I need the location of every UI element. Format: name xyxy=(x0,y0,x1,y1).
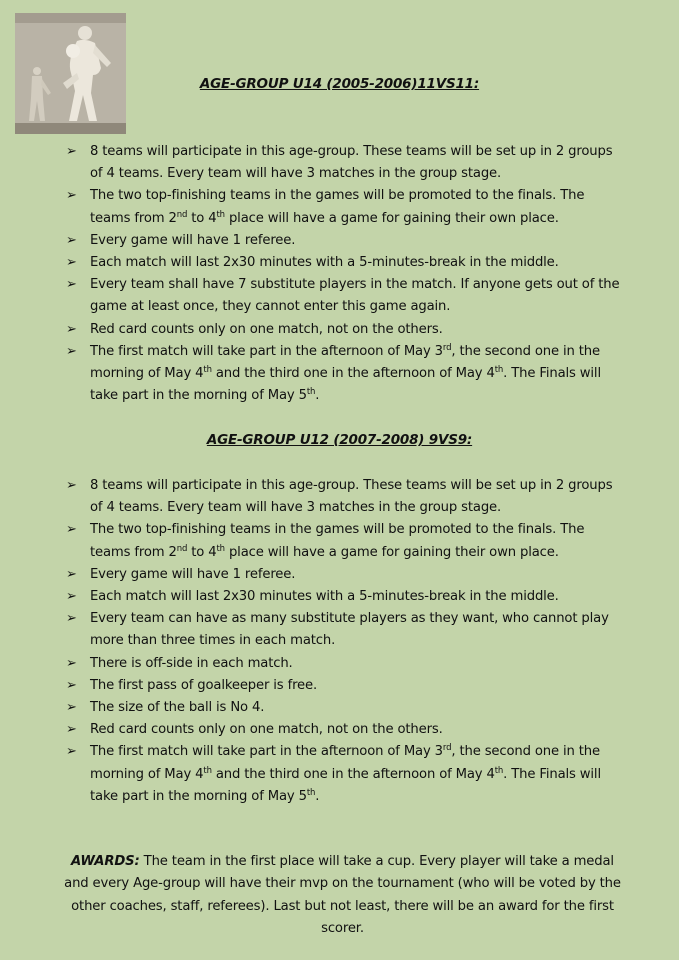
rule-text: The two top-finishing teams in the games will be promoted to the finals. The teams from 2 xyxy=(90,188,585,226)
rule-text: place will have a game for gaining their own place. xyxy=(224,544,559,560)
rule-item xyxy=(66,475,626,519)
rule-item xyxy=(66,564,626,586)
awards-label: AWARDS: xyxy=(71,854,140,869)
section-u12-rules-list xyxy=(66,475,626,808)
rule-text: Every team can have as many substitute players as they want, who cannot play more than three times in each match. xyxy=(90,611,609,649)
rule-text: Red card counts only on one match, not on the others. xyxy=(90,321,443,337)
ordinal-suffix: th xyxy=(203,765,212,776)
rule-item xyxy=(66,586,626,608)
awards-text: The team in the first place will take a cup. Every player will take a medal and every Age-group will have their mvp on the tournament (who will be voted by the other coaches, staff, referees). Last but not least, there will be an award for the first scorer. xyxy=(64,854,621,936)
arrow-bullet-icon: ➢ xyxy=(66,478,77,493)
rule-item xyxy=(66,319,626,341)
arrow-bullet-icon: ➢ xyxy=(66,655,77,671)
ordinal-suffix: th xyxy=(216,543,225,554)
rule-text: . The Finals will take part in the morning of May 5 xyxy=(90,366,601,404)
rule-text: . The Finals will take part in the morning of May 5 xyxy=(90,766,601,804)
arrow-bullet-icon: ➢ xyxy=(66,255,77,271)
rule-text: , the second one in the morning of May 4 xyxy=(90,744,600,782)
ordinal-suffix: th xyxy=(494,765,504,776)
rule-item xyxy=(66,341,626,408)
rule-text: , the second one in the morning of May 4 xyxy=(90,343,600,382)
arrow-bullet-icon: ➢ xyxy=(66,277,77,293)
rule-text: . xyxy=(315,788,320,804)
ordinal-suffix: nd xyxy=(176,543,188,554)
rule-text: The size of the ball is No 4. xyxy=(90,700,265,716)
rule-text: and the third one in the afternoon of May 4 xyxy=(211,366,495,382)
rule-text: to 4 xyxy=(187,544,217,560)
rule-text: Every game will have 1 referee. xyxy=(90,232,296,248)
ordinal-suffix: th xyxy=(203,365,212,376)
rule-text: The first match will take part in the afternoon of May 3 xyxy=(90,343,443,359)
rule-item xyxy=(66,274,626,318)
section-u12-title: AGE-GROUP U12 (2007-2008) 9VS9: xyxy=(206,432,473,448)
rule-item xyxy=(66,719,626,741)
rule-item xyxy=(66,252,626,274)
arrow-bullet-icon: ➢ xyxy=(66,188,77,204)
arrow-bullet-icon: ➢ xyxy=(66,144,77,159)
arrow-bullet-icon: ➢ xyxy=(66,343,77,359)
section-u14-rules-list xyxy=(66,141,626,407)
arrow-bullet-icon: ➢ xyxy=(66,744,77,760)
ordinal-suffix: nd xyxy=(176,209,188,220)
rule-text: Red card counts only on one match, not on the others. xyxy=(90,722,443,738)
ordinal-suffix: th xyxy=(306,787,316,798)
rule-text: There is off-side in each match. xyxy=(90,655,293,671)
arrow-bullet-icon: ➢ xyxy=(66,700,77,716)
rule-text: place will have a game for gaining their own place. xyxy=(224,210,559,226)
arrow-bullet-icon: ➢ xyxy=(66,232,77,248)
rule-text: to 4 xyxy=(187,210,217,226)
rule-item xyxy=(66,185,626,229)
rule-text: The first match will take part in the afternoon of May 3 xyxy=(90,744,443,760)
rule-text: The first pass of goalkeeper is free. xyxy=(90,677,318,693)
section-u14-title: AGE-GROUP U14 (2005-2006)11VS11: xyxy=(199,76,480,92)
arrow-bullet-icon: ➢ xyxy=(66,677,77,693)
rule-item xyxy=(66,608,626,652)
rule-item xyxy=(66,741,626,808)
arrow-bullet-icon: ➢ xyxy=(66,522,77,538)
rule-item xyxy=(66,697,626,719)
rule-text: Every team shall have 7 substitute players in the match. If anyone gets out of the game at least once, they cannot enter this game again. xyxy=(90,277,620,315)
arrow-bullet-icon: ➢ xyxy=(66,321,77,337)
rule-item xyxy=(66,230,626,252)
rule-item xyxy=(66,653,626,675)
rule-text: Every game will have 1 referee. xyxy=(90,566,296,582)
ordinal-suffix: th xyxy=(494,365,504,376)
rule-text: 8 teams will participate in this age-group. These teams will be set up in 2 groups of 4 teams. Every team will have 3 matches in the group stage. xyxy=(90,144,613,182)
rule-item xyxy=(66,519,626,563)
ordinal-suffix: th xyxy=(306,387,316,398)
rule-text: Each match will last 2x30 minutes with a 5-minutes-break in the middle. xyxy=(90,255,559,271)
awards-paragraph xyxy=(60,851,625,940)
rule-item xyxy=(66,675,626,697)
rule-text: and the third one in the afternoon of May 4 xyxy=(211,766,495,782)
arrow-bullet-icon: ➢ xyxy=(66,566,77,582)
rule-text: . xyxy=(315,388,320,404)
ancient-relief-image xyxy=(15,13,126,134)
arrow-bullet-icon: ➢ xyxy=(66,722,77,738)
ordinal-suffix: th xyxy=(216,209,225,220)
arrow-bullet-icon: ➢ xyxy=(66,589,77,605)
rule-text: 8 teams will participate in this age-group. These teams will be set up in 2 groups of 4 teams. Every team will have 3 matches in the group stage. xyxy=(90,478,613,516)
arrow-bullet-icon: ➢ xyxy=(66,611,77,627)
rule-text: The two top-finishing teams in the games will be promoted to the finals. The teams from 2 xyxy=(90,522,585,560)
relief-figures-icon xyxy=(15,13,126,134)
rule-text: Each match will last 2x30 minutes with a 5-minutes-break in the middle. xyxy=(90,589,559,605)
ordinal-suffix: rd xyxy=(442,743,452,754)
ordinal-suffix: rd xyxy=(442,342,452,353)
rule-item xyxy=(66,141,626,185)
